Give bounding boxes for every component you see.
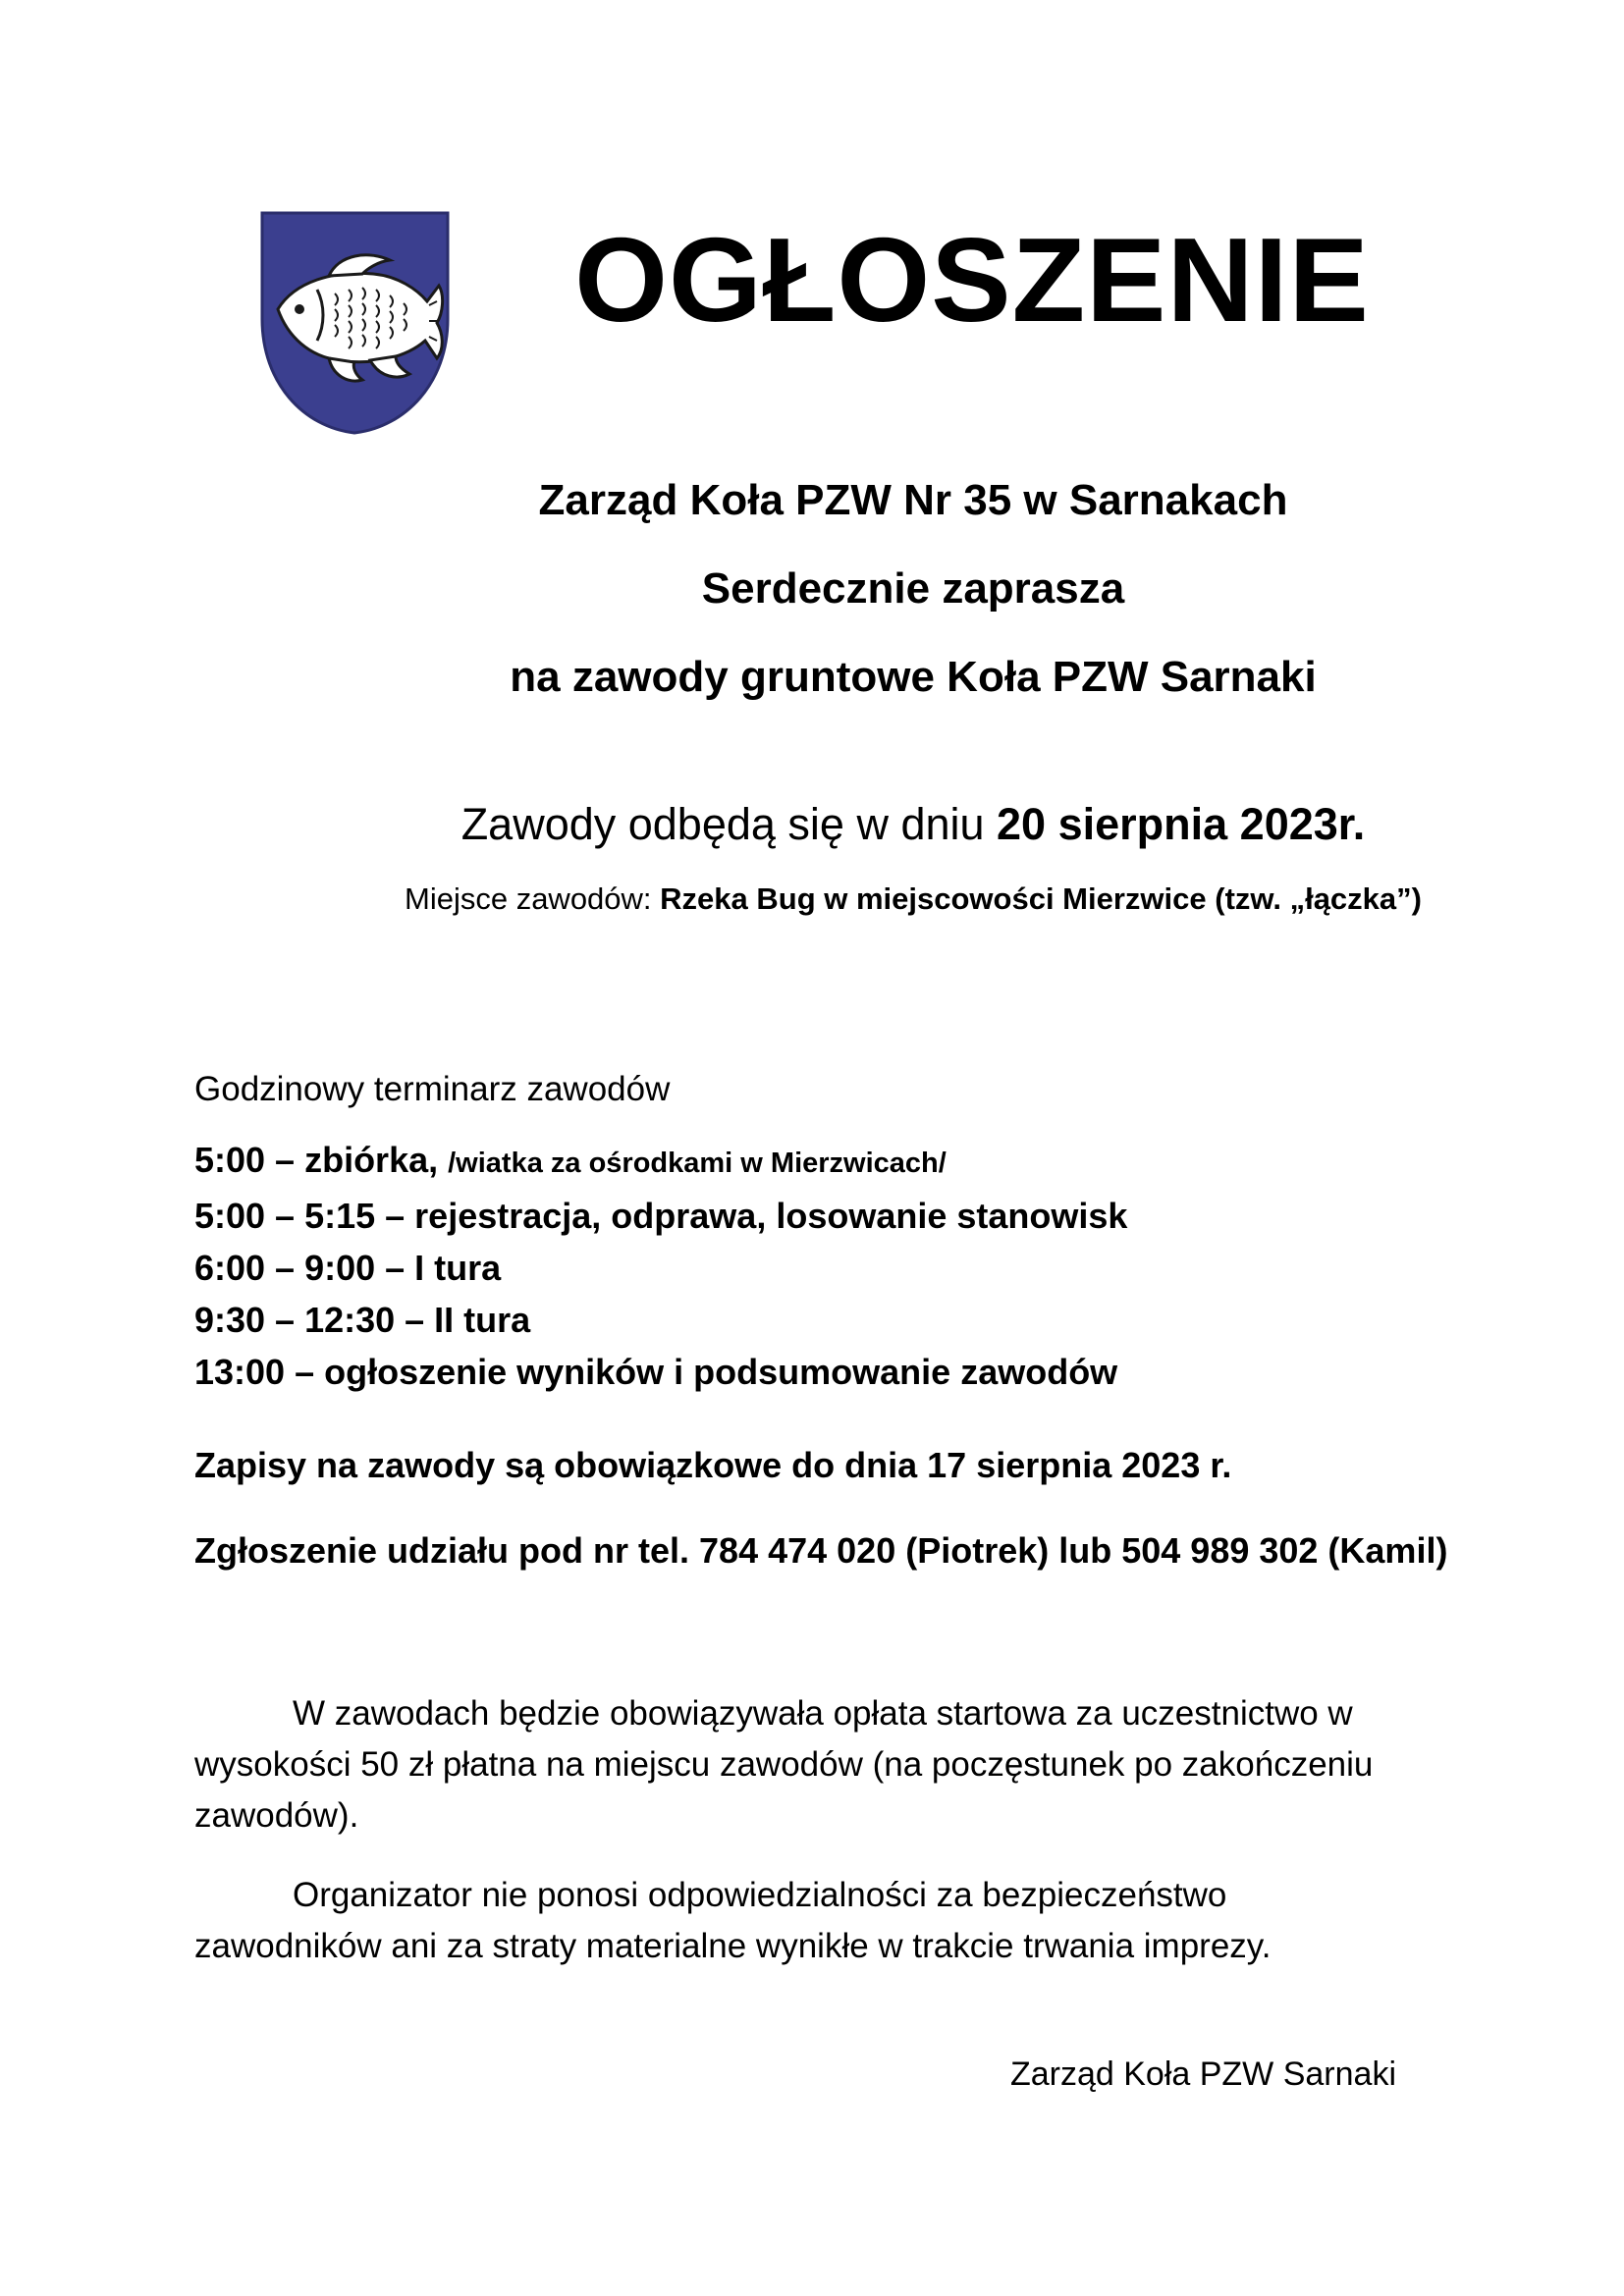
schedule-item: 9:30 – 12:30 – II tura xyxy=(194,1300,531,1340)
schedule-item-note: /wiatka za ośrodkami w Mierzwicach/ xyxy=(448,1148,947,1179)
event-date xyxy=(334,795,1492,854)
schedule-section xyxy=(194,1065,1471,1398)
invitation-line: Serdecznie zaprasza xyxy=(701,564,1125,613)
event-venue-value: Rzeka Bug w miejscowości Mierzwice (tzw. „łączka”) xyxy=(660,881,1422,916)
schedule-item: 6:00 – 9:00 – I tura xyxy=(194,1248,502,1288)
event-venue xyxy=(334,877,1492,922)
page-title: OGŁOSZENIE xyxy=(574,213,1370,347)
event-date-prefix: Zawody odbędą się w dniu xyxy=(460,799,998,849)
registration-notice: Zapisy na zawody są obowiązkowe do dnia 17 sierpnia 2023 r. xyxy=(194,1445,1232,1485)
organizer-line: Zarząd Koła PZW Nr 35 w Sarnakach xyxy=(538,476,1288,524)
schedule-item: 5:00 – 5:15 – rejestracja, odprawa, losowanie stanowisk xyxy=(194,1196,1128,1236)
contact-notice: Zgłoszenie udziału pod nr tel. 784 474 020 (Piotrek) lub 504 989 302 (Kamil) xyxy=(194,1530,1448,1571)
schedule-item-main: 5:00 – zbiórka, xyxy=(194,1140,449,1180)
event-date-value: 20 sierpnia 2023r. xyxy=(997,799,1366,849)
fee-paragraph: W zawodach będzie obowiązywała opłata startowa za uczestnictwo w wysokości 50 zł płatna na miejscu zawodów (na poczęstunek po zakończeniu zawodów). xyxy=(194,1694,1374,1835)
liability-paragraph: Organizator nie ponosi odpowiedzialności za bezpieczeństwo zawodników ani za straty materialne wynikłe w trakcie trwania imprezy. xyxy=(194,1876,1272,1965)
fish-crest-icon xyxy=(260,211,450,435)
signature: Zarząd Koła PZW Sarnaki xyxy=(1009,2056,1396,2093)
event-venue-prefix: Miejsce zawodów: xyxy=(405,881,661,916)
event-type-line: na zawody gruntowe Koła PZW Sarnaki xyxy=(510,653,1317,701)
schedule-item xyxy=(194,1134,1471,1190)
schedule-item: 13:00 – ogłoszenie wyników i podsumowanie zawodów xyxy=(194,1352,1118,1392)
schedule-heading: Godzinowy terminarz zawodów xyxy=(194,1070,671,1108)
